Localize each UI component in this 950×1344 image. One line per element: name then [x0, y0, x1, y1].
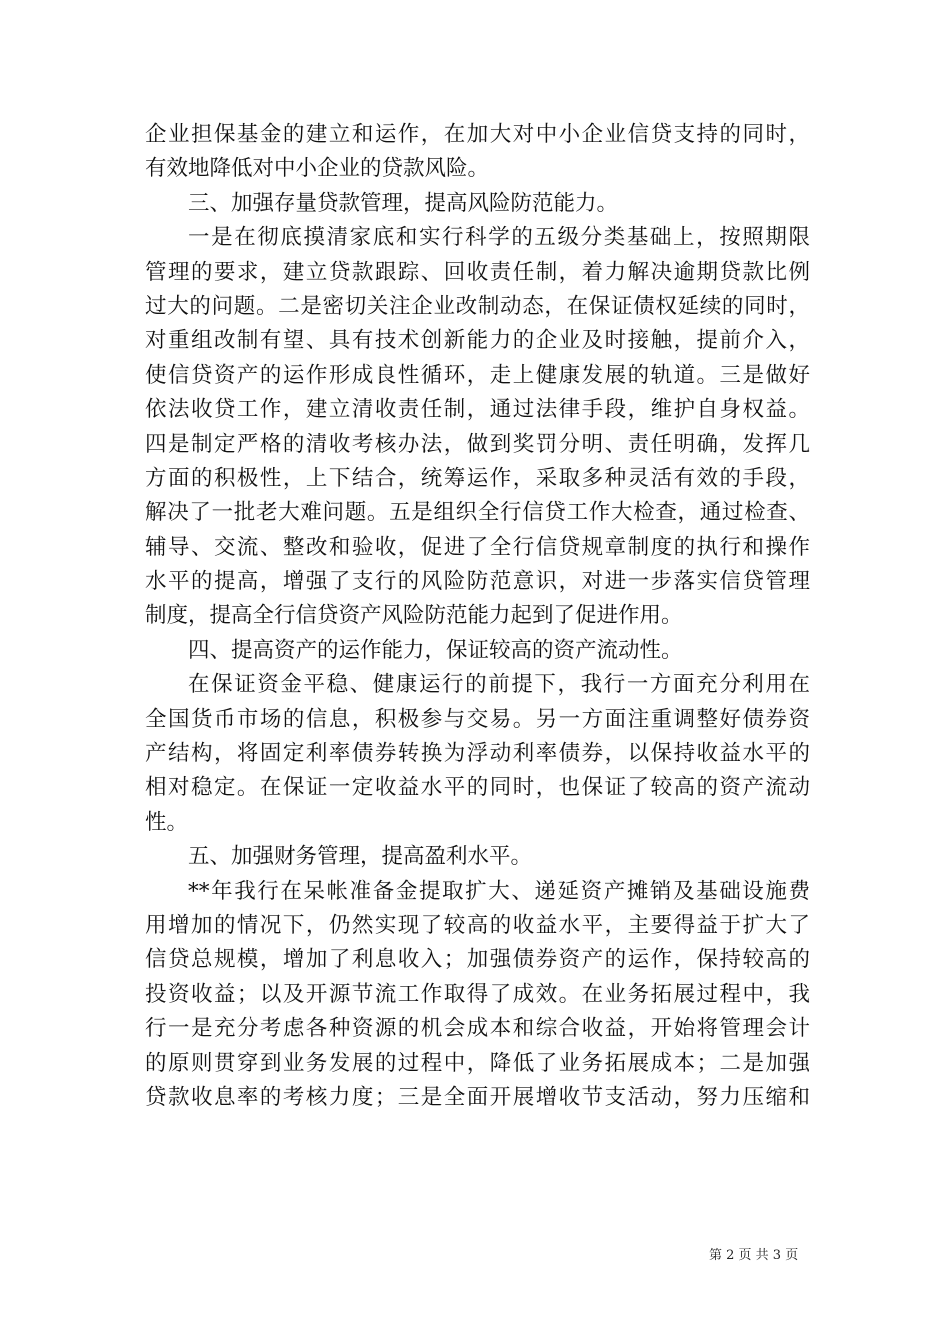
text-line: 企业担保基金的建立和运作，在加大对中小企业信贷支持的同时，	[145, 122, 810, 147]
text-line: 全国货币市场的信息，积极参与交易。另一方面注重调整好债券资	[145, 706, 810, 732]
text-line: 过大的问题。二是密切关注企业改制动态，在保证债权延续的同时，	[145, 293, 810, 319]
text-line: 对重组改制有望、具有技术创新能力的企业及时接触，提前介入，	[145, 328, 810, 354]
text-line: 相对稳定。在保证一定收益水平的同时，也保证了较高的资产流动	[145, 775, 810, 801]
text-line: 性。	[145, 809, 189, 835]
text-line: 四是制定严格的清收考核办法，做到奖罚分明、责任明确，发挥几	[145, 431, 810, 457]
text-line: 使信贷资产的运作形成良性循环，走上健康发展的轨道。三是做好	[145, 362, 810, 388]
text-line: 投资收益；以及开源节流工作取得了成效。在业务拓展过程中，我	[145, 981, 810, 1007]
text-line: 用增加的情况下，仍然实现了较高的收益水平，主要得益于扩大了	[145, 912, 810, 938]
page-number: 第 2 页 共 3 页	[709, 1248, 799, 1263]
text-line: 在保证资金平稳、健康运行的前提下，我行一方面充分利用在	[188, 672, 810, 698]
text-line: 方面的积极性，上下结合，统筹运作，采取多种灵活有效的手段，	[145, 465, 810, 491]
text-line: **年我行在呆帐准备金提取扩大、递延资产摊销及基础设施费	[188, 878, 810, 904]
text-line: 水平的提高，增强了支行的风险防范意识，对进一步落实信贷管理	[145, 569, 810, 595]
text-line: 有效地降低对中小企业的贷款风险。	[145, 156, 490, 182]
text-line: 三、加强存量贷款管理，提高风险防范能力。	[188, 190, 619, 216]
text-line: 的原则贯穿到业务发展的过程中，降低了业务拓展成本；二是加强	[145, 1050, 810, 1076]
text-line: 五、加强财务管理，提高盈利水平。	[188, 844, 533, 870]
text-line: 辅导、交流、整改和验收，促进了全行信贷规章制度的执行和操作	[145, 534, 810, 560]
text-line: 一是在彻底摸清家底和实行科学的五级分类基础上，按照期限	[188, 225, 810, 251]
text-line: 贷款收息率的考核力度；三是全面开展增收节支活动，努力压缩和	[145, 1084, 810, 1110]
text-line: 四、提高资产的运作能力，保证较高的资产流动性。	[188, 637, 683, 663]
text-line: 解决了一批老大难问题。五是组织全行信贷工作大检查，通过检查、	[145, 500, 810, 526]
text-line: 管理的要求，建立贷款跟踪、回收责任制，着力解决逾期贷款比例	[145, 259, 810, 285]
text-line: 制度，提高全行信贷资产风险防范能力起到了促进作用。	[145, 603, 683, 629]
text-line: 行一是充分考虑各种资源的机会成本和综合收益，开始将管理会计	[145, 1016, 810, 1042]
text-line: 产结构，将固定利率债券转换为浮动利率债券，以保持收益水平的	[145, 741, 810, 767]
text-line: 信贷总规模，增加了利息收入；加强债券资产的运作，保持较高的	[145, 947, 810, 973]
text-line: 依法收贷工作，建立清收责任制，通过法律手段，维护自身权益。	[145, 397, 810, 423]
document-body	[145, 118, 810, 1115]
